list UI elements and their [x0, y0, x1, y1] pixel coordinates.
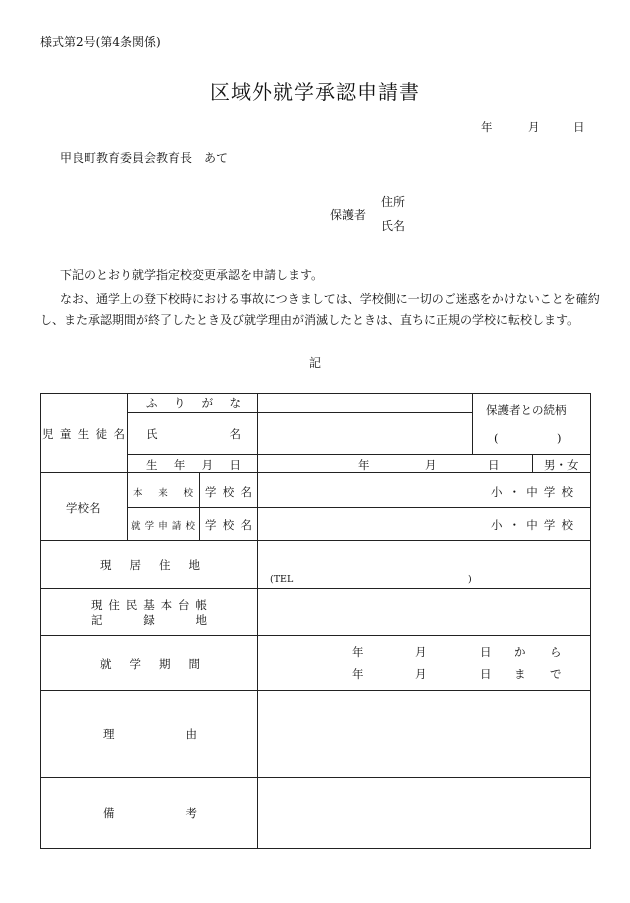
gender-options: 男・女 — [544, 458, 579, 472]
requested-school-name-label: 学 校 名 — [205, 518, 252, 532]
period-from-year: 年 — [352, 645, 364, 659]
period-to-month: 月 — [415, 667, 427, 681]
student-name-label: 氏 名 — [146, 427, 241, 441]
furigana-label: ふ り が な — [146, 396, 241, 410]
period-to-ma: ま — [514, 667, 526, 681]
document-title: 区域外就学承認申請書 — [210, 80, 420, 104]
tel-paren-close: ) — [468, 574, 472, 585]
resident-registry-label-line1: 現 住 民 基 本 台 帳 — [91, 598, 207, 612]
study-period-label: 就 学 期 間 — [100, 657, 200, 671]
date-day-label: 日 — [573, 120, 585, 134]
form-number: 様式第2号(第4条関係) — [40, 35, 161, 49]
date-year-label: 年 — [481, 120, 493, 134]
resident-registry-label-line2: 記 録 地 — [91, 613, 207, 627]
birth-year-label: 年 — [358, 458, 370, 472]
period-from-ra: ら — [550, 645, 562, 659]
guardian-label: 保護者 — [330, 208, 367, 222]
period-to-de: で — [550, 667, 562, 681]
body-line-3: し、また承認期間が終了したとき及び就学理由が消滅したときは、直ちに正規の学校に転校します。 — [40, 313, 580, 327]
guardian-name-label: 氏名 — [381, 219, 406, 233]
birth-month-label: 月 — [425, 458, 437, 472]
body-line-2: なお、通学上の登下校時における事故につきましては、学校側に一切のご迷惑をかけないことを確約 — [60, 292, 600, 306]
requested-school-type: 小 ・ 中 学 校 — [491, 518, 573, 532]
relation-paren-close: ) — [557, 431, 562, 445]
body-line-1: 下記のとおり就学指定校変更承認を申請します。 — [60, 268, 324, 282]
original-school-label: 本 来 校 — [133, 488, 193, 499]
relation-paren-open: ( — [494, 431, 499, 445]
original-school-type: 小 ・ 中 学 校 — [491, 485, 573, 499]
birthdate-label: 生 年 月 日 — [146, 458, 241, 472]
period-from-ka: か — [514, 645, 526, 659]
date-month-label: 月 — [528, 120, 540, 134]
birth-day-label: 日 — [488, 458, 500, 472]
tel-label: (TEL — [270, 574, 294, 585]
current-address-label: 現 居 住 地 — [100, 558, 200, 572]
original-school-name-label: 学 校 名 — [205, 485, 252, 499]
period-to-day: 日 — [480, 667, 492, 681]
requested-school-label: 就 学 申 請 校 — [131, 521, 195, 532]
school-name-section-label: 学校名 — [66, 501, 101, 515]
guardian-address-label: 住所 — [381, 195, 406, 209]
ki-heading: 記 — [308, 356, 321, 370]
period-to-year: 年 — [352, 667, 364, 681]
period-from-month: 月 — [415, 645, 427, 659]
period-from-day: 日 — [480, 645, 492, 659]
remarks-label: 備 考 — [103, 806, 197, 820]
guardian-relation-label: 保護者との続柄 — [486, 403, 567, 417]
reason-label: 理 由 — [103, 727, 197, 741]
addressee: 甲良町教育委員会教育長 あて — [60, 151, 229, 165]
child-name-label: 児 童 生 徒 名 — [42, 427, 125, 441]
